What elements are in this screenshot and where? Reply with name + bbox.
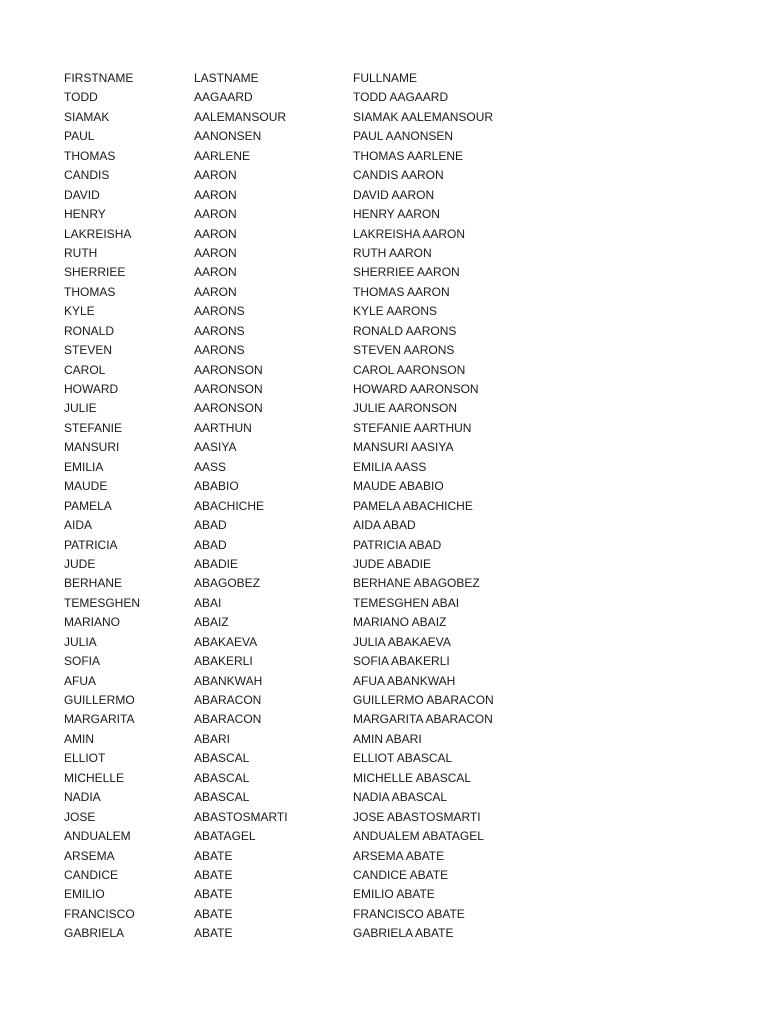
fullname-cell: MAUDE ABABIO [353,479,444,494]
firstname-cell: GABRIELA [64,926,125,941]
firstname-cell: EMILIA [64,459,104,474]
table-row [64,730,564,749]
fullname-cell: PAMELA ABACHICHE [353,498,473,513]
table-row [64,108,564,127]
lastname-cell: ABATE [194,887,233,902]
fullname-cell: SIAMAK AALEMANSOUR [353,109,494,124]
fullname-cell: BERHANE ABAGOBEZ [353,576,480,591]
fullname-cell: CANDICE ABATE [353,867,449,882]
firstname-cell: MARIANO [64,615,121,630]
table-row [64,613,564,632]
fullname-cell: PATRICIA ABAD [353,537,442,552]
table-row [64,166,564,185]
firstname-cell: EMILIO [64,887,105,902]
lastname-cell: ABABIO [194,479,239,494]
lastname-cell: ABAKERLI [194,654,253,669]
table-row [64,710,564,729]
fullname-cell: HOWARD AARONSON [353,382,479,396]
fullname-cell: MARIANO ABAIZ [353,615,447,630]
fullname-cell: AFUA ABANKWAH [353,673,456,688]
table-row [64,769,564,788]
firstname-cell: JOSE [64,809,96,824]
lastname-cell: AARONSON [194,362,263,377]
firstname-cell: ANDUALEM [64,829,131,844]
table-row [64,691,564,710]
lastname-cell: ABADIE [194,556,239,571]
table-row [64,322,564,341]
lastname-cell: ABAD [194,537,227,552]
firstname-cell: THOMAS [64,148,116,163]
table-row [64,594,564,613]
lastname-cell: AARON [194,284,237,299]
fullname-cell: ELLIOT ABASCAL [353,751,453,766]
lastname-cell: ABASCAL [194,790,250,805]
fullname-cell: MANSURI AASIYA [353,440,454,455]
table-body [64,88,564,943]
table-row [64,244,564,263]
lastname-cell: AASIYA [194,440,237,455]
fullname-cell: RONALD AARONS [353,323,457,338]
lastname-cell: ABATE [194,906,233,921]
lastname-cell: ABATE [194,867,233,882]
lastname-cell: AARLENE [194,148,251,163]
table-row [64,905,564,924]
firstname-cell: DAVID [64,187,100,202]
fullname-cell: JUDE ABADIE [353,556,432,571]
fullname-cell: MICHELLE ABASCAL [353,770,472,785]
table-row [64,341,564,360]
header-firstname: FIRSTNAME [64,71,134,85]
fullname-cell: KYLE AARONS [353,304,438,319]
table-row [64,555,564,574]
fullname-cell: JULIE AARONSON [353,401,458,416]
table-row [64,263,564,282]
firstname-cell: NADIA [64,790,101,805]
table-row [64,652,564,671]
fullname-cell: DAVID AARON [353,187,435,202]
lastname-cell: AALEMANSOUR [194,109,287,124]
table-row [64,477,564,496]
firstname-cell: ELLIOT [64,751,106,766]
firstname-cell: STEVEN [64,343,113,358]
table-row [64,847,564,866]
header-fullname: FULLNAME [353,71,418,85]
fullname-cell: THOMAS AARLENE [353,148,464,163]
firstname-cell: HOWARD [64,382,119,396]
lastname-cell: ABARACON [194,712,262,727]
lastname-cell: AARTHUN [194,420,252,435]
lastname-cell: ABATE [194,848,233,863]
lastname-cell: ABATAGEL [194,829,256,844]
table-row [64,225,564,244]
lastname-cell: AARONSON [194,401,263,416]
fullname-cell: PAUL AANONSEN [353,129,454,144]
table-row [64,536,564,555]
lastname-cell: AARONS [194,323,245,338]
firstname-cell: AIDA [64,518,93,533]
fullname-cell: EMILIO ABATE [353,887,435,902]
fullname-cell: JOSE ABASTOSMARTI [353,809,481,824]
lastname-cell: ABAIZ [194,615,229,630]
fullname-cell: STEFANIE AARTHUN [353,420,472,435]
table-row [64,283,564,302]
fullname-cell: CAROL AARONSON [353,362,466,377]
fullname-cell: EMILIA AASS [353,459,427,474]
fullname-cell: CANDIS AARON [353,168,444,183]
table-row [64,438,564,457]
fullname-cell: MARGARITA ABARACON [353,712,493,727]
lastname-cell: ABASCAL [194,770,250,785]
names-table [64,69,564,944]
table-row [64,88,564,107]
firstname-cell: FRANCISCO [64,906,135,921]
lastname-cell: AAGAARD [194,90,253,105]
table-row [64,885,564,904]
lastname-cell: ABACHICHE [194,498,265,513]
fullname-cell: NADIA ABASCAL [353,790,448,805]
lastname-cell: AARON [194,265,237,280]
fullname-cell: RUTH AARON [353,245,432,260]
fullname-cell: ANDUALEM ABATAGEL [353,829,484,844]
fullname-cell: STEVEN AARONS [353,343,455,358]
table-row [64,302,564,321]
table-row [64,147,564,166]
firstname-cell: AFUA [64,673,97,688]
lastname-cell: ABARI [194,731,231,746]
fullname-cell: SHERRIEE AARON [353,265,460,280]
table-row [64,749,564,768]
table-row [64,205,564,224]
firstname-cell: THOMAS [64,284,116,299]
fullname-cell: TEMESGHEN ABAI [353,595,460,610]
firstname-cell: ARSEMA [64,848,115,863]
firstname-cell: MICHELLE [64,770,125,785]
firstname-cell: PATRICIA [64,537,118,552]
firstname-cell: JULIE [64,401,97,416]
fullname-cell: HENRY AARON [353,207,440,222]
header-row [64,69,564,88]
lastname-cell: AARON [194,245,237,260]
firstname-cell: PAMELA [64,498,112,513]
lastname-cell: AASS [194,459,227,474]
table-row [64,458,564,477]
lastname-cell: AARON [194,207,237,222]
table-row [64,574,564,593]
lastname-cell: AARONS [194,343,245,358]
firstname-cell: JUDE [64,556,96,571]
firstname-cell: MANSURI [64,440,120,455]
firstname-cell: PAUL [64,129,95,144]
fullname-cell: AIDA ABAD [353,518,416,533]
table-row [64,672,564,691]
lastname-cell: ABANKWAH [194,673,263,688]
fullname-cell: JULIA ABAKAEVA [353,634,451,649]
firstname-cell: CANDICE [64,867,119,882]
table-row [64,419,564,438]
fullname-cell: FRANCISCO ABATE [353,906,465,921]
firstname-cell: SIAMAK [64,109,110,124]
table-row [64,399,564,418]
lastname-cell: ABARACON [194,693,262,707]
fullname-cell: LAKREISHA AARON [353,226,466,241]
table-row [64,827,564,846]
table-row [64,633,564,652]
firstname-cell: TEMESGHEN [64,595,141,610]
lastname-cell: AARONSON [194,382,263,396]
firstname-cell: AMIN [64,731,94,746]
firstname-cell: JULIA [64,634,97,649]
firstname-cell: TODD [64,90,98,105]
table-row [64,924,564,943]
fullname-cell: GABRIELA ABATE [353,926,454,941]
table-row [64,127,564,146]
fullname-cell: AMIN ABARI [353,731,422,746]
firstname-cell: CANDIS [64,168,110,183]
table-row [64,788,564,807]
table-row [64,866,564,885]
fullname-cell: TODD AAGAARD [353,90,449,105]
lastname-cell: AARONS [194,304,245,319]
lastname-cell: ABAKAEVA [194,634,258,649]
table-row [64,808,564,827]
lastname-cell: AANONSEN [194,129,262,144]
firstname-cell: KYLE [64,304,95,319]
table-row [64,186,564,205]
lastname-cell: AARON [194,187,237,202]
lastname-cell: AARON [194,168,237,183]
lastname-cell: ABAGOBEZ [194,576,261,591]
table-row [64,361,564,380]
fullname-cell: ARSEMA ABATE [353,848,445,863]
firstname-cell: RUTH [64,245,98,260]
firstname-cell: STEFANIE [64,420,123,435]
table-row [64,497,564,516]
firstname-cell: SOFIA [64,654,101,669]
firstname-cell: MAUDE [64,479,108,494]
lastname-cell: ABAD [194,518,227,533]
lastname-cell: AARON [194,226,237,241]
lastname-cell: ABASTOSMARTI [194,809,288,824]
table-row [64,380,564,399]
firstname-cell: RONALD [64,323,115,338]
fullname-cell: THOMAS AARON [353,284,450,299]
firstname-cell: SHERRIEE [64,265,126,280]
firstname-cell: MARGARITA [64,712,135,727]
firstname-cell: GUILLERMO [64,693,135,707]
lastname-cell: ABASCAL [194,751,250,766]
header-lastname: LASTNAME [194,71,259,85]
fullname-cell: SOFIA ABAKERLI [353,654,450,669]
lastname-cell: ABAI [194,595,222,610]
firstname-cell: LAKREISHA [64,226,132,241]
fullname-cell: GUILLERMO ABARACON [353,693,494,707]
lastname-cell: ABATE [194,926,233,941]
firstname-cell: BERHANE [64,576,123,591]
table-row [64,516,564,535]
firstname-cell: CAROL [64,362,106,377]
firstname-cell: HENRY [64,207,106,222]
